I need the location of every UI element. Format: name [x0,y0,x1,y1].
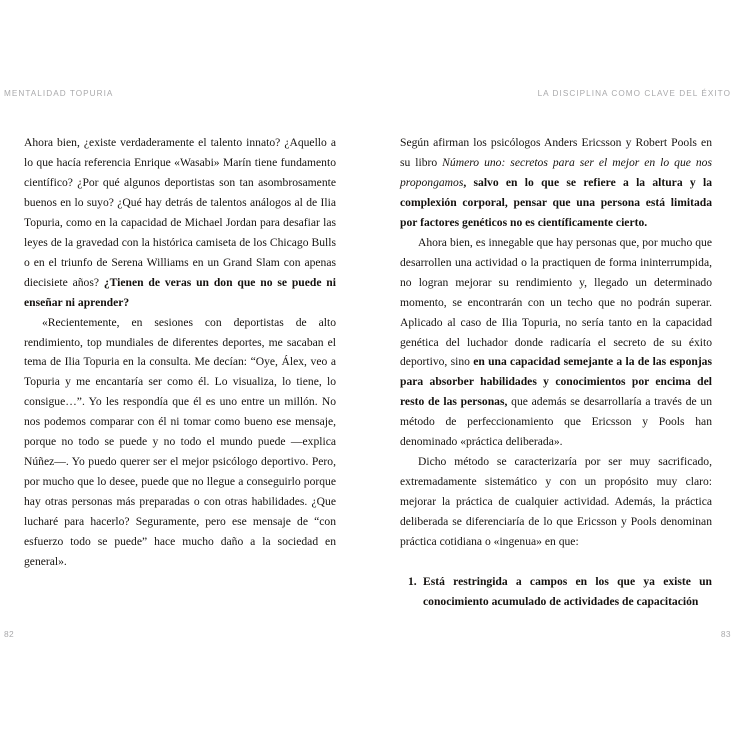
text-run-bold: ¿Tienen de veras un don que no se puede ni enseñar ni aprender? [24,275,336,309]
text-run: que además se desarrollaría a través de un método de perfeccionamiento que Ericsson y Pools han denominado «práctica deliberada». [400,395,712,449]
list-item-marker: 1. [408,574,417,588]
page-recto-text-column [400,133,712,612]
running-head-verso: MENTALIDAD TOPURIA [4,89,114,98]
text-run-bold: , salvo en lo que se refiere a la altura y la complexión corporal, pensar que una persona está limitada por factores genéticos no es científicamente cierto. [400,175,712,229]
running-head-recto: LA DISCIPLINA COMO CLAVE DEL ÉXITO [537,89,731,98]
numbered-list [400,572,712,612]
text-run: Dicho método se caracterizaría por ser muy sacrificado, extremadamente sistemático y con un propósito muy claro: mejorar la práctica de cualquier actividad. Además, la práctica deliberada se diferenciaría de lo que Ericsson y Pools denominan práctica cotidiana o «ingenua» en que: [400,455,712,549]
text-run: Ahora bien, es innegable que hay personas que, por mucho que desarrollen una actividad o la practiquen de forma ininterrumpida, no logran mejorar su rendimiento y, llegado un determinado momento, se encontrarán con un techo que no podrán superar. Aplicado al caso de Ilia Topuria, no sería tanto en la capacidad genética del luchador donde radicaría el secreto de su éxito deportivo, sino [400,235,712,369]
list-item-text: Está restringida a campos en los que ya existe un conocimiento acumulado de actividades de capacitación [423,574,712,608]
text-run-bold: en una capacidad semejante a la de las esponjas para absorber habilidades y conocimientos por encima del resto de las personas, [400,355,712,409]
page-verso-text-column [24,133,336,572]
list-item [408,572,712,612]
text-run: Ahora bien, ¿existe verdaderamente el talento innato? ¿Aquello a lo que hacía referencia Enrique «Wasabi» Marín tiene fundamento científico? ¿Por qué algunos deportistas son tan asombrosamente buenos en lo suyo? ¿Qué hay detrás de talentos análogos al de Ilia Topuria, como en la capacidad de Michael Jordan para desafiar las leyes de la gravedad con la histórica camiseta de los Chicago Bulls o en el triunfo de Serena Williams en un Grand Slam con apenas diecisiete años? [24,136,336,289]
paragraph [400,133,712,233]
paragraph [400,233,712,452]
text-run: «Recientemente, en sesiones con deportistas de alto rendimiento, top mundiales de diferentes deportes, me sacaban el tema de Ilia Topuria en la consulta. Me decían: “Oye, Álex, veo a Topuria y me encantaría ser como él. Lo visualiza, lo tiene, lo consigue…”. Yo les respondía que él es uno entre un millón. No nos podemos comparar con él ni tomar como bueno ese mensaje, porque no todo se puede y no todo el mundo puede —explica Núñez—. Yo puedo querer ser el mejor psicólogo deportivo. Pero, por mucho que lo desee, puede que no llegue a conseguirlo porque hay otras personas más preparadas o con otras habilidades. ¿Que lucharé para hacerlo? Seguramente, pero ese mensaje de “con esfuerzo todo se puede” hace mucho daño a la sociedad en general». [24,315,336,569]
text-run: Según afirman los psicólogos Anders Ericsson y Robert Pools en su libro [400,136,712,169]
book-title-italic: Número uno: secretos para ser el mejor en lo que nos propongamos [400,155,712,189]
page-number-verso: 82 [4,629,15,639]
paragraph [24,133,336,313]
page-number-recto: 83 [720,629,731,639]
paragraph [400,452,712,552]
paragraph [24,313,336,572]
